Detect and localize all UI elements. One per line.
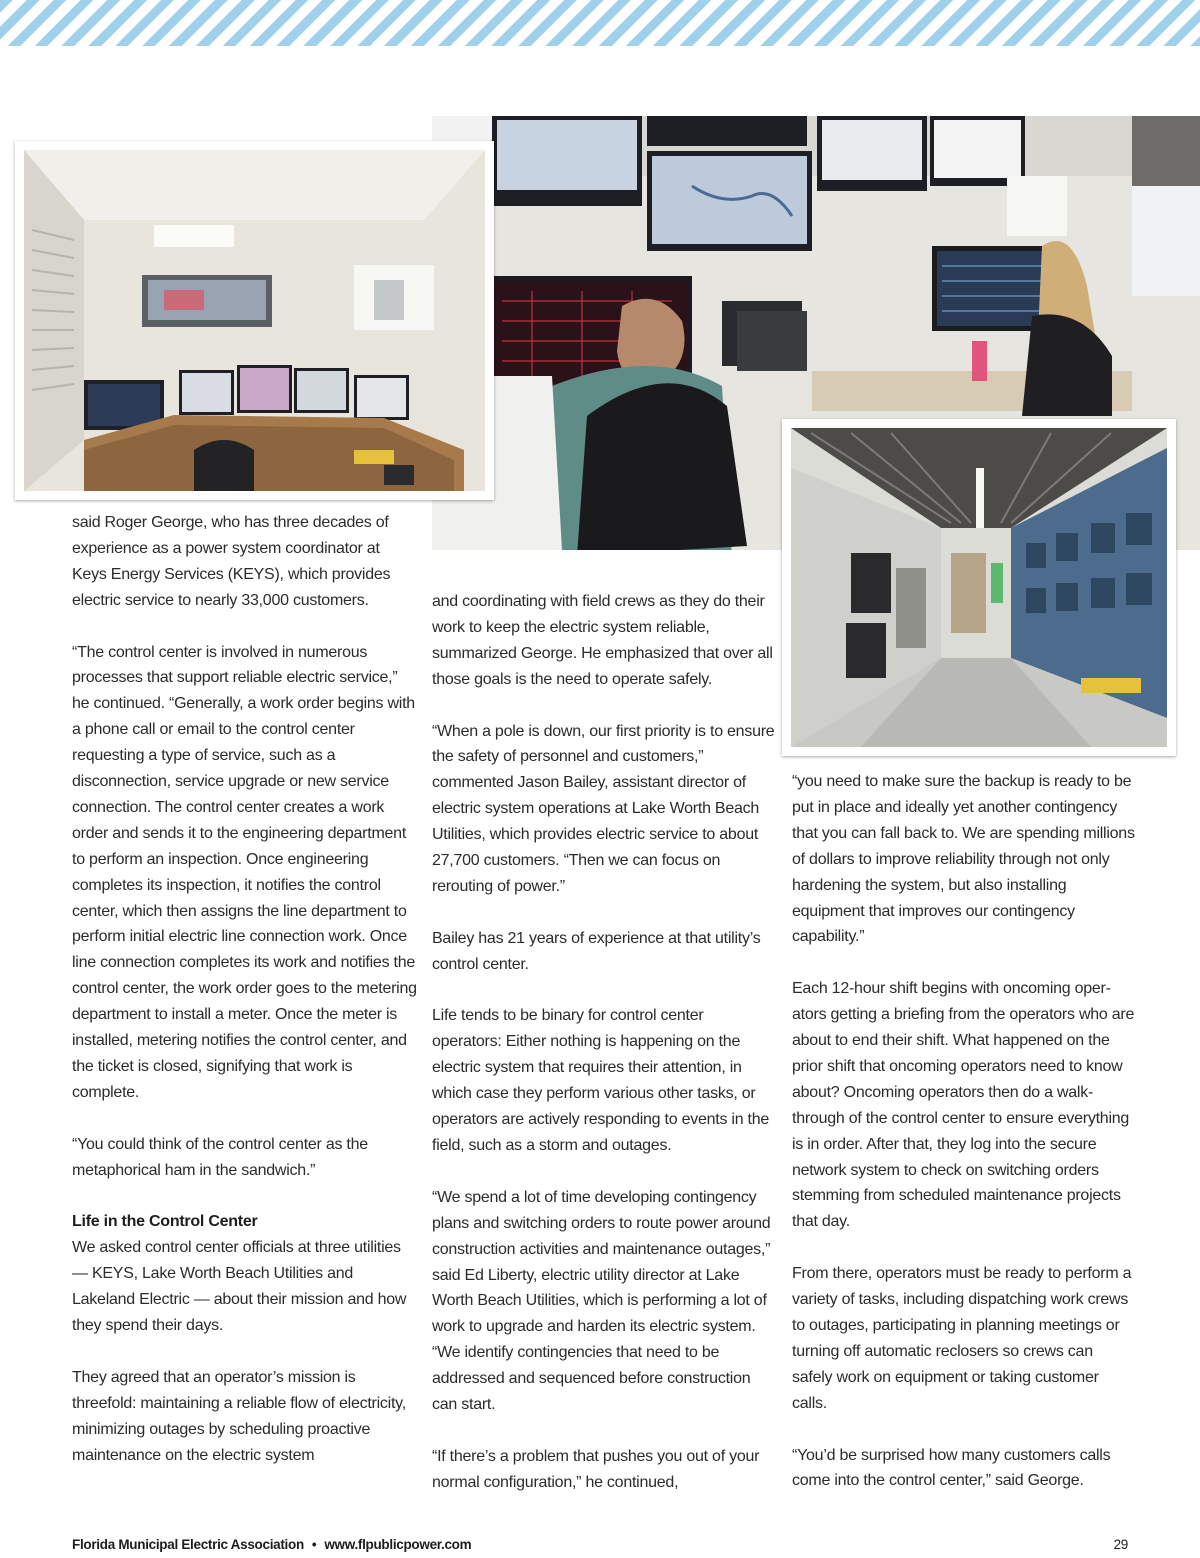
- text-column-1: [72, 510, 417, 1468]
- paragraph: Life tends to be binary for control center operators: Either nothing is happening on the electric system that requires their attention, in which case they perform various other tasks, or operators are actively responding to events in the field, such as a storm and outages.: [432, 1007, 770, 1154]
- text-column-3: [792, 769, 1137, 1494]
- paragraph: “You’d be surprised how many customers calls come into the control center,” said George.: [792, 1446, 1111, 1490]
- page-number: 29: [1113, 1537, 1128, 1552]
- paragraph: Each 12-hour shift begins with oncoming operators getting a briefing from the operators who are about to end their shift. What happened on the prior shift that oncoming operators need to know about? Oncoming operators then do a walk-through of the control center to ensure everything is in order. After that, they log into the secure network system to check on switching orders stemming from scheduled maintenance projects that day.: [792, 980, 1135, 1231]
- paragraph: “We spend a lot of time developing contingency plans and switching orders to route power around construction activities and maintenance outages,” said Ed Liberty, electric utility director at Lake Worth Beach Utilities, which is performing a lot of work to upgrade and harden its electric system. “We identify contingencies that need to be addressed and sequenced before construction can start.: [432, 1188, 771, 1414]
- paragraph: said Roger George, who has three decades of experience as a power system coordinator at Keys Energy Services (KEYS), which provides electric service to nearly 33,000 customers.: [72, 514, 391, 609]
- paragraph: “you need to make sure the backup is ready to be put in place and ideally yet another contingency that you can fall back to. We are spending millions of dollars to improve reliability through not only hardening the system, but also installing equipment that improves our contingency capability.”: [792, 773, 1135, 946]
- paragraph: “When a pole is down, our first priority is to ensure the safety of personnel and customers,” commented Jason Bailey, assistant director of electric system operations at Lake Worth Beach Utilities, which provides electric service to about 27,700 customers. “Then we can focus on rerouting of power.”: [432, 722, 775, 895]
- paragraph: From there, operators must be ready to perform a variety of tasks, including dispatching work crews to outages, participating in planning meetings or turning off automatic reclosers so crews can safely work on equipment or taking customer calls.: [792, 1265, 1132, 1412]
- paragraph: They agreed that an operator’s mission is threefold: maintaining a reliable flow of electricity, minimizing outages by scheduling proactive maintenance on the electric system: [72, 1368, 406, 1464]
- paragraph: “If there’s a problem that pushes you out of your normal configuration,” he continued,: [432, 1447, 760, 1491]
- paragraph: and coordinating with field crews as they do their work to keep the electric system reliable, summarized George. He emphasized that over all those goals is the need to operate safely.: [432, 593, 773, 688]
- text-column-2: [432, 589, 777, 1496]
- footer-website-link[interactable]: www.flpublicpower.com: [324, 1537, 472, 1552]
- decorative-stripe-band: [0, 0, 1200, 46]
- footer-separator: •: [311, 1537, 317, 1552]
- paragraph: “You could think of the control center as the metaphorical ham in the sandwich.”: [72, 1135, 368, 1179]
- section-heading: Life in the Control Center: [72, 1213, 258, 1231]
- paragraph: “The control center is involved in numerous processes that support reliable electric service,” he continued. “Generally, a work order begins with a phone call or email to the control center requesting a type of service, such as a disconnection, service upgrade or new service connection. The control center creates a work order and sends it to the engineering department to perform an inspection. Once engineering completes its inspection, it notifies the control center, which then assigns the line department to perform initial electric line connection work. Once line connection completes its work and notifies the control center, the work order goes to the metering department to install a meter. Once the meter is installed, metering notifies the control center, and the ticket is closed, signifying that work is complete.: [72, 643, 417, 1101]
- paragraph: Bailey has 21 years of experience at that utility’s control center.: [432, 929, 761, 973]
- publication-name: Florida Municipal Electric Association: [72, 1537, 304, 1552]
- page-footer: [72, 1535, 1128, 1557]
- paragraph: We asked control center officials at three utilities — KEYS, Lake Worth Beach Utilities and Lakeland Electric — about their mission and how they spend their days.: [72, 1239, 407, 1335]
- photo-equipment-corridor: [782, 419, 1176, 756]
- photo-control-center-room: [15, 141, 494, 500]
